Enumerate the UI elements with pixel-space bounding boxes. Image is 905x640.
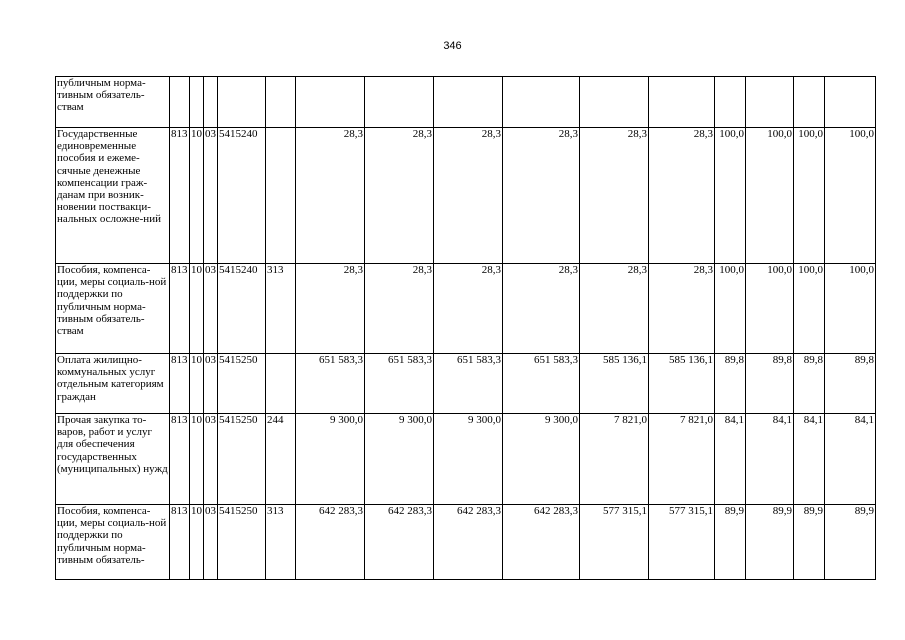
table-row <box>56 505 876 580</box>
gr-code: 813 <box>170 505 190 580</box>
value-3 <box>434 77 503 128</box>
item-name: Прочая закупка то-варов, работ и услуг для обеспечения государственных (муниципальных) нужд <box>56 414 170 505</box>
percent-1: 84,1 <box>715 414 746 505</box>
percent-2: 84,1 <box>746 414 794 505</box>
value-3: 28,3 <box>434 264 503 354</box>
vr-code: 244 <box>266 414 296 505</box>
value-2: 651 583,3 <box>365 354 434 414</box>
value-2 <box>365 77 434 128</box>
percent-4 <box>825 77 876 128</box>
table-row <box>56 77 876 128</box>
pr-code: 03 <box>204 505 218 580</box>
value-1: 9 300,0 <box>296 414 365 505</box>
value-5 <box>580 77 649 128</box>
value-2: 28,3 <box>365 128 434 264</box>
percent-1: 89,9 <box>715 505 746 580</box>
rz-code: 10 <box>190 505 204 580</box>
percent-1: 100,0 <box>715 128 746 264</box>
value-3: 642 283,3 <box>434 505 503 580</box>
pr-code: 03 <box>204 414 218 505</box>
percent-2: 89,9 <box>746 505 794 580</box>
value-1 <box>296 77 365 128</box>
value-6: 577 315,1 <box>649 505 715 580</box>
vr-code <box>266 77 296 128</box>
gr-code: 813 <box>170 128 190 264</box>
percent-2: 100,0 <box>746 264 794 354</box>
csr-code: 5415250 <box>218 414 266 505</box>
value-6: 585 136,1 <box>649 354 715 414</box>
rz-code: 10 <box>190 354 204 414</box>
value-3: 28,3 <box>434 128 503 264</box>
percent-1: 100,0 <box>715 264 746 354</box>
percent-3: 100,0 <box>794 128 825 264</box>
value-3: 651 583,3 <box>434 354 503 414</box>
gr-code: 813 <box>170 354 190 414</box>
pr-code: 03 <box>204 354 218 414</box>
value-5: 28,3 <box>580 264 649 354</box>
value-3: 9 300,0 <box>434 414 503 505</box>
value-1: 28,3 <box>296 128 365 264</box>
vr-code: 313 <box>266 505 296 580</box>
value-5: 585 136,1 <box>580 354 649 414</box>
csr-code: 5415250 <box>218 354 266 414</box>
value-6: 7 821,0 <box>649 414 715 505</box>
value-5: 7 821,0 <box>580 414 649 505</box>
value-1: 28,3 <box>296 264 365 354</box>
percent-3: 89,9 <box>794 505 825 580</box>
csr-code: 5415240 <box>218 264 266 354</box>
vr-code <box>266 128 296 264</box>
percent-4: 89,9 <box>825 505 876 580</box>
value-4: 28,3 <box>503 128 580 264</box>
rz-code <box>190 77 204 128</box>
item-name: Пособия, компенса-ции, меры социаль-ной поддержки по публичным норма-тивным обязатель-ствам <box>56 264 170 354</box>
csr-code <box>218 77 266 128</box>
vr-code <box>266 354 296 414</box>
value-1: 651 583,3 <box>296 354 365 414</box>
rz-code: 10 <box>190 128 204 264</box>
value-6 <box>649 77 715 128</box>
rz-code: 10 <box>190 264 204 354</box>
budget-table <box>55 76 876 580</box>
gr-code <box>170 77 190 128</box>
percent-1 <box>715 77 746 128</box>
percent-2 <box>746 77 794 128</box>
value-5: 28,3 <box>580 128 649 264</box>
vr-code: 313 <box>266 264 296 354</box>
page-number: 346 <box>443 40 462 52</box>
value-2: 642 283,3 <box>365 505 434 580</box>
pr-code: 03 <box>204 264 218 354</box>
gr-code: 813 <box>170 264 190 354</box>
percent-3 <box>794 77 825 128</box>
table-row <box>56 354 876 414</box>
value-1: 642 283,3 <box>296 505 365 580</box>
table-row <box>56 264 876 354</box>
value-4: 642 283,3 <box>503 505 580 580</box>
percent-1: 89,8 <box>715 354 746 414</box>
item-name: Пособия, компенса-ции, меры социаль-ной поддержки по публичным норма-тивным обязатель- <box>56 505 170 580</box>
pr-code: 03 <box>204 128 218 264</box>
percent-2: 100,0 <box>746 128 794 264</box>
percent-4: 84,1 <box>825 414 876 505</box>
item-name: публичным норма-тивным обязатель-ствам <box>56 77 170 128</box>
percent-3: 89,8 <box>794 354 825 414</box>
table-row <box>56 414 876 505</box>
percent-3: 100,0 <box>794 264 825 354</box>
percent-4: 100,0 <box>825 128 876 264</box>
csr-code: 5415240 <box>218 128 266 264</box>
item-name: Оплата жилищно-коммунальных услуг отдельным категориям граждан <box>56 354 170 414</box>
percent-4: 100,0 <box>825 264 876 354</box>
value-4 <box>503 77 580 128</box>
pr-code <box>204 77 218 128</box>
value-2: 9 300,0 <box>365 414 434 505</box>
table-row <box>56 128 876 264</box>
value-2: 28,3 <box>365 264 434 354</box>
rz-code: 10 <box>190 414 204 505</box>
csr-code: 5415250 <box>218 505 266 580</box>
value-4: 9 300,0 <box>503 414 580 505</box>
value-5: 577 315,1 <box>580 505 649 580</box>
percent-2: 89,8 <box>746 354 794 414</box>
percent-3: 84,1 <box>794 414 825 505</box>
value-6: 28,3 <box>649 264 715 354</box>
value-6: 28,3 <box>649 128 715 264</box>
value-4: 651 583,3 <box>503 354 580 414</box>
item-name: Государственные единовременные пособия и ежеме-сячные денежные компенсации граж-данам при возник-новении поствакци-нальных осложне-ний <box>56 128 170 264</box>
percent-4: 89,8 <box>825 354 876 414</box>
value-4: 28,3 <box>503 264 580 354</box>
gr-code: 813 <box>170 414 190 505</box>
